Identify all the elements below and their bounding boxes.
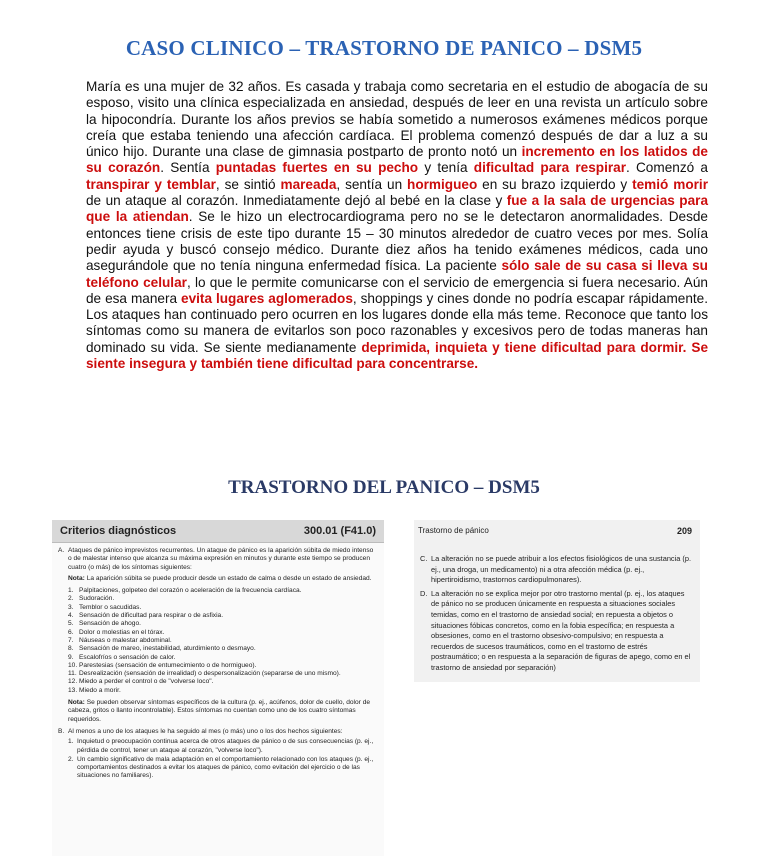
symptom-item <box>68 678 378 686</box>
highlighted-symptom: mareada <box>280 176 337 192</box>
case-text: . Comenzó a <box>626 160 708 176</box>
highlighted-symptom: puntadas fuertes en su pecho <box>215 160 419 176</box>
criterion-d-letter: D. <box>420 588 428 598</box>
case-paragraph <box>86 79 708 372</box>
case-text: . Sentía <box>160 160 216 176</box>
criterion-c-text: La alteración no se puede atribuir a los efectos fisiológicos de una sustancia (p. ej., una droga, un medicamento) ni a otra afección médica (p. ej., hipertiroidismo, trastornos cardiopulmonares). <box>431 554 692 585</box>
highlighted-symptom: incremento en los latidos de su corazón <box>86 144 708 176</box>
case-text: en su brazo izquierdo y <box>477 176 633 192</box>
criterion-b-item-number: 1. <box>68 738 74 746</box>
symptom-number: 6. <box>68 628 74 636</box>
criterion-b-item-text: Inquietud o preocupación continua acerca de otros ataques de pánico o de sus consecuencias (p. ej., pérdida de control, tener un ataque al corazón, "volverse loco"). <box>77 738 374 754</box>
highlighted-symptom: fue a la sala de urgencias para que la atiendan <box>86 193 709 225</box>
highlighted-symptom: evita lugares aglomerados <box>181 290 353 306</box>
symptom-item <box>68 629 378 637</box>
criterion-a <box>58 547 378 572</box>
criterion-a-letter: A. <box>58 547 65 554</box>
criterion-c-letter: C. <box>420 554 428 563</box>
symptom-text: Temblor o sacudidas. <box>79 603 142 611</box>
symptom-item <box>68 662 378 670</box>
highlighted-symptom: transpirar y temblar <box>86 176 216 192</box>
note-2-label: Nota: <box>68 699 85 707</box>
symptom-number: 5. <box>68 620 74 628</box>
symptom-text: Sudoración. <box>79 595 115 603</box>
symptom-number: 9. <box>68 653 74 661</box>
highlighted-symptom: hormigueo <box>407 176 478 192</box>
continuation-header <box>414 520 700 536</box>
symptom-number: 13. <box>68 686 78 694</box>
highlighted-symptom: temió morir <box>632 176 708 192</box>
symptom-text: Palpitaciones, golpeteo del corazón o aceleración de la frecuencia cardíaca. <box>79 587 302 595</box>
symptom-item <box>68 620 378 628</box>
case-text: y tenía <box>418 160 474 176</box>
highlighted-symptom: deprimida, inquieta y tiene dificultad para dormir. Se siente insegura y también tiene dificultad para concentrarse. <box>86 339 708 372</box>
symptom-text: Escalofríos o sensación de calor. <box>79 653 176 661</box>
criterion-d <box>420 589 692 674</box>
symptom-item <box>68 670 378 678</box>
criterion-c <box>420 554 692 586</box>
symptom-number: 10. <box>68 661 78 669</box>
criterion-b-item-number: 2. <box>68 755 74 763</box>
symptom-item <box>68 687 378 695</box>
criteria-continuation-image <box>414 520 700 682</box>
diagnostic-criteria-image <box>52 520 384 856</box>
highlighted-symptom: dificultad para respirar <box>473 160 626 176</box>
criterion-d-text: La alteración no se explica mejor por otro trastorno mental (p. ej., los ataques de pánico no se producen únicamente en respuesta a situaciones sociales temidas, como en el trastorno de ansiedad social; en repuesta a objetos o situaciones fóbicas concretos, como en la fobia específica; en respuesta a obsesiones, como en el trastorno obsesivo-compulsivo; en respuesta a recuerdos de sucesos traumáticos, como en el trastorno de estrés postraumático; o en respuesta a la separación de figuras de apego, como en el trastorno de ansiedad por separación) <box>431 588 691 672</box>
symptom-item <box>68 645 378 653</box>
symptom-item <box>68 587 378 595</box>
note-1-text: La aparición súbita se puede producir desde un estado de calma o desde un estado de ansiedad. <box>84 574 372 582</box>
symptom-text: Dolor o molestias en el tórax. <box>79 628 165 636</box>
symptom-number: 1. <box>68 587 74 595</box>
symptom-number: 12. <box>68 678 78 686</box>
section-title: TRASTORNO DEL PANICO – DSM5 <box>228 477 540 498</box>
case-text: María es una mujer de 32 años. Es casada y trabaja como secretaria en el estudio de abogacía de su esposo, visito una clínica especializada en ansiedad, después de leer en una revista un artículo sobre la hipocondría. Durante los años previos se había sometido a numerosos exámenes médicos porque creía que estaba teniendo una afección cardíaca. El problema comenzó después de dar a luz a su único hijo. Durante una clase de gimnasia postparto de pronto notó un <box>86 79 708 160</box>
symptom-text: Parestesias (sensación de entumecimiento o de hormigueo). <box>79 661 257 669</box>
symptom-number: 11. <box>68 670 77 678</box>
case-text: , lo que le permite comunicarse con el servicio de emergencia si fuera necesario. Aún de esa manera <box>86 274 708 306</box>
criterion-b-sub-list <box>68 738 378 780</box>
symptom-item <box>68 654 378 662</box>
symptom-number: 4. <box>68 612 74 620</box>
symptom-number: 7. <box>68 636 74 644</box>
case-title: CASO CLINICO – TRASTORNO DE PANICO – DSM5 <box>125 36 643 60</box>
note-2 <box>68 699 378 724</box>
criterion-b-item <box>68 738 378 755</box>
symptom-item <box>68 612 378 620</box>
criterion-b-text: Al menos a uno de los ataques le ha seguido al mes (o más) uno o los dos hechos siguientes: <box>68 727 343 735</box>
criterion-b-item-text: Un cambio significativo de mala adaptación en el comportamiento relacionado con los ataques (p. ej., comportamientos destinados a evitar los ataques de pánico, como evitación del ejercicio o de las situaciones no familiares). <box>77 755 374 780</box>
case-text: , shoppings y cines donde no podría escapar rápidamente. Los ataques han continuado pero ocurren en los lugares donde ella más teme. Reconoce que tanto los síntomas como su manera de evitarlos son poco razonables y excesivos pero de todas maneras han dominado su vida. Se siente medianamente <box>86 290 709 355</box>
symptom-text: Náuseas o malestar abdominal. <box>79 636 172 644</box>
note-1-label: Nota: <box>68 574 85 582</box>
case-text: . Se le hizo un electrocardiograma pero no se le detectaron anormalidades. Desde entonces tiene crisis de este tipo durante 15 – 30 minutos alrededor de cuatro veces por mes. Solía pedir ayuda y buscó consejo médico. Durante diez años ha tenido exámenes médicos, cada uno asegurándole que no tenía ninguna enfermedad física. La paciente <box>86 209 708 274</box>
criterion-b-letter: B. <box>58 727 65 735</box>
symptom-text: Miedo a morir. <box>79 686 121 694</box>
symptom-text: Miedo a perder el control o de "volverse loco". <box>79 678 214 686</box>
case-text: , sentía un <box>336 176 408 192</box>
symptom-text: Sensación de ahogo. <box>79 620 141 628</box>
symptom-number: 8. <box>68 645 74 653</box>
note-1 <box>68 575 378 583</box>
case-text: , se sintió <box>215 176 281 192</box>
symptom-number: 3. <box>68 603 74 611</box>
criteria-header <box>52 520 384 543</box>
symptom-number: 2. <box>68 595 74 603</box>
symptom-item <box>68 637 378 645</box>
symptom-text: Sensación de dificultad para respirar o de asfixia. <box>79 612 224 620</box>
page-number: 209 <box>676 526 692 536</box>
highlighted-symptom: sólo sale de su casa si lleva su teléfono celular <box>86 258 708 290</box>
criterion-b <box>58 728 378 736</box>
continuation-header-title: Trastorno de pánico <box>418 526 489 535</box>
symptom-item <box>68 604 378 612</box>
symptom-text: Sensación de mareo, inestabilidad, aturdimiento o desmayo. <box>79 645 256 653</box>
symptom-text: Desrealización (sensación de irrealidad) o despersonalización (separarse de uno mismo). <box>79 670 341 678</box>
criterion-b-item <box>68 756 378 781</box>
symptom-item <box>68 595 378 603</box>
criteria-header-title: Criterios diagnósticos <box>60 525 177 537</box>
criteria-header-code: 300.01 (F41.0) <box>303 525 376 537</box>
symptom-list <box>68 587 378 695</box>
note-2-text: Se pueden observar síntomas específicos de la cultura (p. ej., acúfenos, dolor de cuello, dolor de cabeza, gritos o llanto incontrolable). Estos síntomas no cuentan como uno de los cuatro síntomas requeridos. <box>68 699 371 723</box>
criterion-a-text: Ataques de pánico imprevistos recurrentes. Un ataque de pánico es la aparición súbita de miedo intenso o de malestar intenso que alcanza su máxima expresión en minutos y durante este tiempo se producen cuatro (o más) de los síntomas siguientes: <box>68 547 374 571</box>
case-text: de un ataque al corazón. Inmediatamente dejó al bebé en la clase y <box>86 193 507 209</box>
